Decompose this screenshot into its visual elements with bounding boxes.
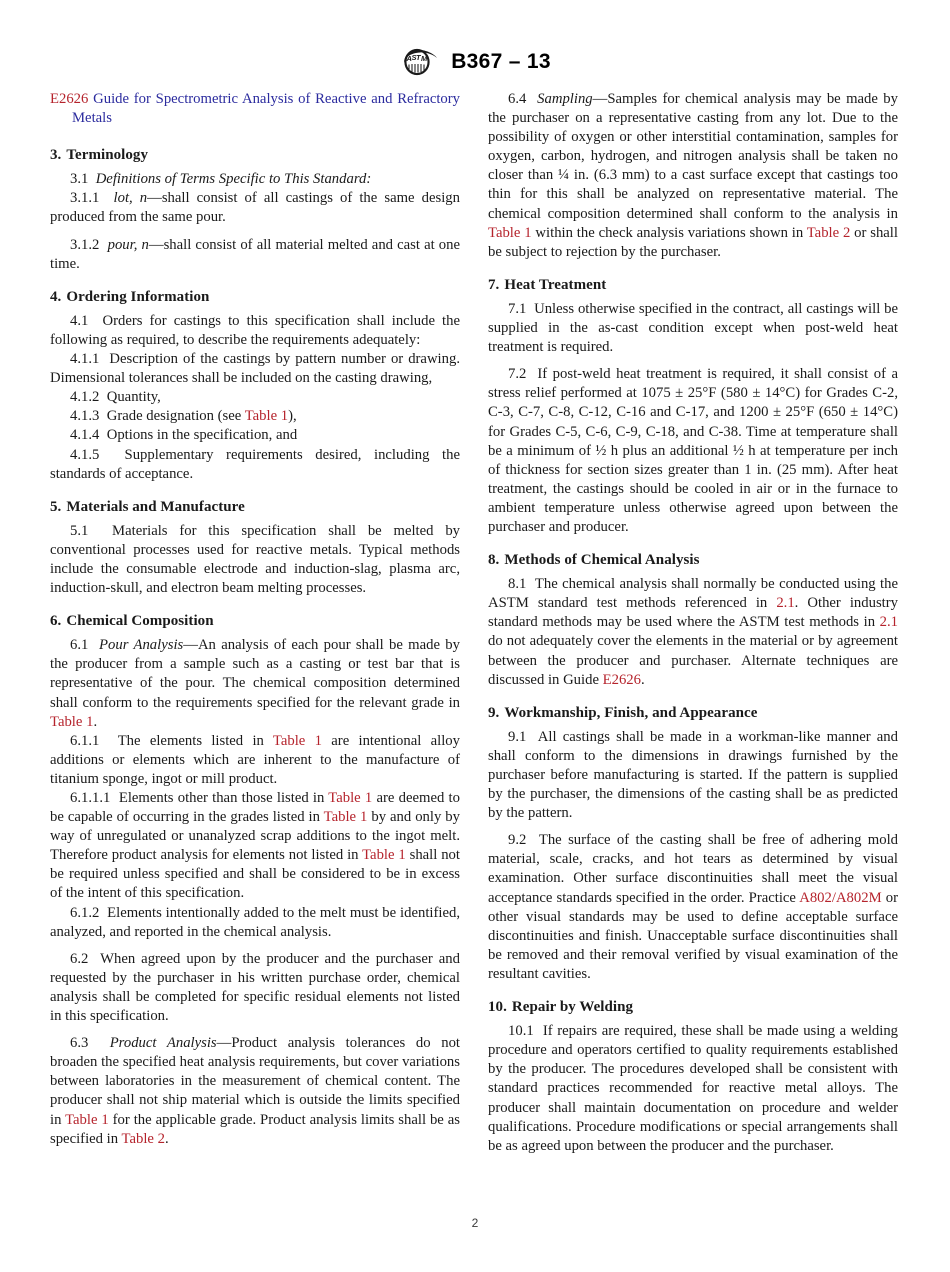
section-number-3: 3. [50, 147, 62, 164]
para-num-5-1: 5.1 [70, 522, 89, 539]
paragraph-7-1 [488, 300, 898, 357]
para-num-6-3: 6.3 [70, 1035, 89, 1052]
paragraph-6-3: 6.3 Product Analysis—Product analysis tolerances do not broaden the specified heat analysis requirements, but cover variations between laboratories in the measurement of chemical content. The producer shall not ship material which is outside the limits specified in Table 1 for the applicable grade. Product analysis limits shall be as specified in Table 2. [50, 1035, 461, 1147]
paragraph-6-4: 6.4 Sampling—Samples for chemical analysis may be made by the purchaser on a representative casting from any lot. Due to the possibility of oxygen or other interstitial contamination, samples for oxygen, carbon, hydrogen, and nitrogen analysis shall be taken no closer than ¼ in. (6.3 mm) to a cast surface except that castings too thin for this shall be analyzed on representative material. The chemical composition determined shall conform to the analysis in Table 1 within the check analysis variations shown in Table 2 or shall be subject to rejection by the purchaser. [488, 91, 898, 260]
para-text-4-1-4: Options in the specification, and [106, 427, 298, 444]
section-heading-5 [50, 498, 460, 517]
para-num-4-1-5: 4.1.5 [70, 446, 100, 463]
para-text-4-1: Orders for castings to this specification shall include the following as required, to describe the requirements adequately: [50, 312, 460, 348]
paragraph-6-1-1-1: 6.1.1.1 Elements other than those listed in Table 1 are deemed to be capable of occurring in the grades listed in Table 1 by and only by way of unregulated or unanalyzed scrap additions to the ingot melt. Therefore product analysis for elements not listed in Table 1 shall not be required unless specified and shall be considered to be in excess of the intent of this specification. [50, 790, 460, 902]
two-column-body [50, 90, 898, 1156]
page-number: 2 [471, 1216, 479, 1230]
ref-section-2-1-b[interactable]: 2.1 [879, 614, 898, 631]
section-title-8: Methods of Chemical Analysis [504, 552, 700, 569]
paragraph-4-1-3 [50, 407, 460, 426]
paragraph-3-1-2 [50, 236, 460, 274]
section-heading-4 [50, 288, 460, 307]
section-title-10: Repair by Welding [511, 999, 634, 1016]
paragraph-4-1-2 [50, 388, 460, 407]
ref-e2626-81[interactable]: E2626 [602, 671, 641, 688]
paragraph-6-1 [50, 636, 460, 731]
paragraph-10-1 [488, 1022, 898, 1156]
para-text-7-2: If post-weld heat treatment is required, it shall consist of a stress relief performed at 1075 ± 25°F (580 ± 14°C) for Grades C-2, C-3, C-7, C-8, C-12, C-16 and C-17, and 1200 ± 25°F (650 ± 14°C) for Grades C-5, C-6, C-9, C-18, and C-38. Time at temperature shall be a minimum of ½ h plus an additional ½ h at temperature per inch of thickness for section sizes greater than 1 in. (25 mm). After heat treatment, the castings should be cooled in air or in the furnace to ambient temperature unless otherwise agreed upon between the purchaser and producer. [488, 366, 899, 535]
paragraph-9-2: 9.2 The surface of the casting shall be free of adhering mold material, scale, cracks, and hot tears as determined by visual examination. Other surface discontinuities shall meet the visual acceptance standards specified in the order. Practice A802/A802M or other visual standards may be used to define acceptable surface discontinuities and finish. Unacceptable surface discontinuities shall be removed and their removal verified by visual examination of the resultant cavities. [488, 832, 898, 982]
para-num-6-2: 6.2 [70, 950, 89, 967]
para-num-7-2: 7.2 [508, 366, 527, 383]
ref-section-2-1-a[interactable]: 2.1 [776, 595, 795, 612]
section-heading-7 [488, 276, 898, 295]
term-pour: pour, n [107, 236, 149, 253]
section-heading-10 [488, 998, 898, 1017]
para-num-3-1: 3.1 [70, 171, 89, 188]
para-text-4-1-1: Description of the castings by pattern number or drawing. Dimensional tolerances shall be included on the casting drawing, [50, 351, 460, 387]
para-text-6-1: —An analysis of each pour shall be made by the producer from a sample such as a casting or test bar that is representative of the pour. The chemical composition determined shall conform to the requirements specified for the relevant grade in [50, 637, 460, 711]
paragraph-4-1-4 [50, 426, 460, 445]
para-num-6-4: 6.4 [508, 91, 527, 107]
section-heading-8 [488, 551, 898, 570]
ref-a802-part2[interactable]: A802M [835, 889, 882, 906]
ref-table1-6111-a[interactable]: Table 1 [328, 790, 373, 806]
section-title-6: Chemical Composition [66, 613, 214, 630]
ref-table1-6111-b[interactable]: Table 1 [323, 809, 368, 826]
paragraph-6-2 [50, 950, 460, 1026]
section-heading-3 [50, 146, 460, 165]
paragraph-4-1-1 [50, 350, 460, 388]
para-num-4-1: 4.1 [70, 312, 89, 329]
para-num-3-1-2: 3.1.2 [70, 236, 100, 253]
svg-text:S: S [411, 53, 417, 62]
ref-table1-63[interactable]: Table 1 [65, 1111, 109, 1128]
para-text-6-2: When agreed upon by the producer and the purchaser and requested by the purchaser in his written purchase order, chemical analysis shall be completed for specific residual elements not listed in this specification. [50, 950, 460, 1025]
para-text-4-1-5: Supplementary requirements desired, including the standards of acceptance. [50, 446, 460, 482]
svg-text:M: M [421, 54, 428, 63]
paragraph-8-1: 8.1 The chemical analysis shall normally be conducted using the ASTM standard test methods referenced in 2.1. Other industry standard methods may be used where the ASTM test methods in 2.1 do not adequately cover the elements in the material or by agreement between the producer and purchaser. Alternate techniques are discussed in Guide E2626. [488, 576, 898, 688]
reference-title: Guide for Spectrometric Analysis of Reactive and Refractory Metals [72, 91, 461, 127]
ref-table2-64[interactable]: Table 2 [806, 224, 851, 241]
section-title-3: Terminology [66, 147, 149, 164]
section-heading-9 [488, 704, 898, 723]
para-text-4-1-3-after: ), [288, 408, 297, 425]
para-num-6-1-1-1: 6.1.1.1 [70, 790, 111, 806]
section-title-9: Workmanship, Finish, and Appearance [504, 704, 758, 721]
ref-a802-part1[interactable]: A802/ [799, 889, 836, 906]
ref-table1-611[interactable]: Table 1 [272, 732, 322, 749]
ref-table1-413[interactable]: Table 1 [244, 408, 289, 425]
term-lot: lot, n [113, 190, 148, 207]
right-column [488, 90, 898, 1156]
paragraph-5-1 [50, 522, 460, 598]
section-number-6: 6. [50, 613, 62, 630]
para-num-9-1: 9.1 [508, 728, 527, 745]
para-num-4-1-1: 4.1.1 [70, 351, 100, 368]
para-text-3-1-2: —shall consist of all material melted and cast at one time. [50, 236, 461, 272]
para-num-10-1: 10.1 [508, 1023, 534, 1040]
para-num-6-1-2: 6.1.2 [70, 904, 100, 921]
left-column [50, 90, 460, 1156]
paragraph-7-2 [488, 365, 898, 537]
paragraph-3-1 [50, 170, 460, 189]
section-number-7: 7. [488, 276, 500, 293]
title-product-analysis: Product Analysis [109, 1035, 217, 1052]
para-num-8-1: 8.1 [508, 576, 527, 593]
ref-table1-6111-c[interactable]: Table 1 [362, 847, 406, 864]
para-num-4-1-4: 4.1.4 [70, 427, 100, 444]
paragraph-4-1 [50, 312, 460, 350]
para-text-4-1-3: Grade designation (see [106, 408, 245, 425]
section-title-5: Materials and Manufacture [66, 498, 245, 515]
para-text-4-1-2: Quantity, [106, 389, 161, 406]
ref-table1-64[interactable]: Table 1 [488, 224, 532, 241]
section-number-9: 9. [488, 704, 500, 721]
para-text-7-1: Unless otherwise specified in the contract, all castings will be supplied in the as-cast condition except when post-weld heat treatment is required. [488, 300, 898, 356]
paragraph-9-1 [488, 728, 898, 823]
section-number-4: 4. [50, 288, 62, 305]
para-num-7-1: 7.1 [508, 300, 527, 317]
reference-entry-e2626 [50, 90, 460, 128]
paragraph-6-1-1: 6.1.1 The elements listed in Table 1 are intentional alloy additions or elements which are inherent to the manufacture of titanium sponge, ingot or mill product. [50, 732, 460, 787]
paragraph-4-1-5 [50, 446, 460, 484]
para-num-4-1-2: 4.1.2 [70, 389, 100, 406]
ref-table2-63[interactable]: Table 2 [121, 1130, 165, 1147]
para-num-3-1-1: 3.1.1 [70, 190, 100, 207]
para-num-6-1-1: 6.1.1 [70, 732, 100, 749]
paragraph-3-1-1 [50, 189, 460, 227]
ref-table1-61[interactable]: Table 1 [50, 713, 94, 730]
para-text-5-1: Materials for this specification shall be melted by conventional processes used for reactive metals. Typical methods include the consumable electrode and induction-slag, plasma arc, induction-skull, and electron beam melting processes. [50, 522, 461, 597]
para-text-10-1: If repairs are required, these shall be made using a welding procedure and operators certified to quality requirements established by the producer. The procedures developed shall be consistent with standard practices recommended for reactive metal alloys. The producer shall maintain documentation on procedure and welder qualifications. Procedure modifications or special arrangements shall be as agreed upon between the producer and the purchaser. [488, 1023, 899, 1154]
para-num-9-2: 9.2 [508, 832, 527, 849]
section-title-4: Ordering Information [66, 288, 210, 305]
title-sampling: Sampling [537, 91, 593, 107]
section-title-7: Heat Treatment [504, 276, 607, 293]
astm-logo-icon [399, 48, 439, 76]
section-number-10: 10. [488, 999, 507, 1016]
para-num-4-1-3: 4.1.3 [70, 408, 100, 425]
section-heading-6 [50, 612, 460, 631]
standard-designation: B367 – 13 [451, 50, 551, 73]
para-text-6-1-after: . [93, 713, 98, 730]
page-header [0, 48, 950, 76]
section-number-5: 5. [50, 498, 62, 515]
svg-text:T: T [416, 53, 421, 62]
para-text-3-1-1: —shall consist of all castings of the same design produced from the same pour. [50, 190, 460, 226]
title-pour-analysis: Pour Analysis [99, 637, 184, 654]
para-text-9-1: All castings shall be made in a workman-like manner and shall conform to the dimensions in drawings furnished by the purchaser before manufacturing is started. If the pattern is supplied by the purchaser, the dimensions of the casting shall be as predicted by the pattern. [488, 728, 898, 822]
section-number-8: 8. [488, 552, 500, 569]
reference-designation[interactable]: E2626 [50, 91, 89, 107]
paragraph-6-1-2 [50, 904, 460, 942]
svg-text:A: A [406, 54, 413, 63]
para-num-6-1: 6.1 [70, 637, 89, 654]
para-text-3-1: Definitions of Terms Specific to This Standard: [95, 171, 372, 188]
para-text-6-1-2: Elements intentionally added to the melt must be identified, analyzed, and reported in the chemical analysis. [50, 904, 460, 940]
